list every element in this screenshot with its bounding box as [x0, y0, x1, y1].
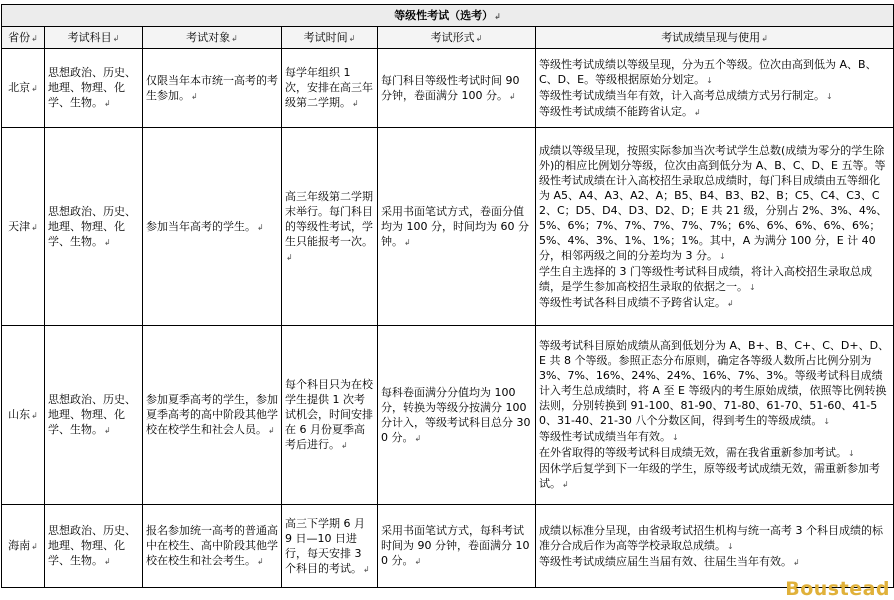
results-cell	[536, 128, 894, 326]
table-title: 等级性考试（选考）↲	[2, 5, 894, 27]
time-cell: 每个科目只为在校学生提供 1 次考试机会，时间安排在 6 月份夏季高考后进行。↲	[282, 326, 378, 505]
results-paragraph: 等级性考试成绩当年有效，计入高考总成绩方式另行制定。↓	[539, 88, 833, 102]
subjects-cell: 思想政治、历史、地理、物理、化学、生物。↲	[45, 49, 143, 128]
subjects-cell: 思想政治、历史、地理、物理、化学、生物。↲	[45, 326, 143, 505]
time-cell: 每学年组织 1 次，安排在高三年级第二学期。↲	[282, 49, 378, 128]
province-cell: 北京↲	[2, 49, 45, 128]
target-cell: 参加夏季高考的学生，参加夏季高考的高中阶段其他学校在校学生和社会人员。↲	[143, 326, 282, 505]
results-paragraph: 等级性考试成绩以等级呈现，分为五个等级。位次由高到低为 A、B、C、D、E。等级根据原始分划定。↓	[539, 57, 877, 86]
results-paragraph: 学生自主选择的 3 门等级性考试科目成绩，将计入高校招生录取总成绩，是学生参加高校招生录取的依据之一。↓	[539, 264, 872, 293]
header-results: 考试成绩呈现与使用↲	[536, 27, 894, 49]
results-cell	[536, 326, 894, 505]
form-cell: 采用书面笔试方式，卷面分值均为 100 分，时间均为 60 分钟。↲	[378, 128, 536, 326]
title-row	[2, 5, 894, 27]
results-paragraph: 因休学后复学到下一年级的学生，原等级考试成绩无效，需重新参加考试。↲	[539, 462, 880, 490]
province-cell: 海南↲	[2, 505, 45, 588]
form-cell: 每门科目等级性考试时间 90 分钟，卷面满分 100 分。↲	[378, 49, 536, 128]
header-time: 考试时间↲	[282, 27, 378, 49]
header-subjects: 考试科目↲	[45, 27, 143, 49]
results-paragraph: 成绩以等级呈现，按照实际参加当次考试学生总数(成绩为零分的学生除外)的相应比例划分等级，位次由高到低分为 A、B、C、D、E 五等。等级性考试成绩在计入高校招生录取总成绩时，每门科目成绩由五等细化为 A5、A4、A3、A2、A；B5、B4、B3、B2、B；C5、C4、C3、C2、C；D5、D4、D3、D2、D；E 共 21 级，分别占 2%、3%、4%、5%、6%；7%、7%、7%、7%、7%；6%、6%、6%、6%、6%；5%、4%、3%、1%、1%；1%。其中，A 为满分 100 分，E 计 40 分，相邻两级之间的分差均为 3 分。↓	[539, 143, 888, 262]
results-paragraph: 成绩以标准分呈现，由省级考试招生机构与统一高考 3 个科目成绩的标准分合成后作为高等学校录取总成绩。↓	[539, 523, 883, 552]
results-cell	[536, 505, 894, 588]
table-row	[2, 128, 894, 326]
time-cell: 高三下学期 6 月 9 日—10 日进行，每天安排 3 个科目的考试。↲	[282, 505, 378, 588]
results-paragraph: 等级考试科目原始成绩从高到低划分为 A、B+、B、C+、C、D+、D、E 共 8 个等级。参照正态分布原则，确定各等级人数所占比例分别为 3%、7%、16%、24%、24%、16%、7%、3%。等级考试科目成绩计入考生总成绩时，将 A 至 E 等级内的考生原始成绩，依照等比例转换法则，分别转换到 91-100、81-90、71-80、61-70、51-60、41-50、31-40、21-30 八个分数区间，得到考生的等级成绩。↓	[539, 339, 890, 427]
form-cell: 采用书面笔试方式，每科考试时间为 90 分钟，卷面满分 100 分。↲	[378, 505, 536, 588]
watermark-logo: Boustead	[785, 578, 890, 600]
table-row	[2, 505, 894, 588]
subjects-cell: 思想政治、历史、地理、物理、化学、生物。↲	[45, 505, 143, 588]
results-paragraph: 等级性考试成绩当年有效。↓	[539, 430, 679, 443]
results-paragraph: 在外省取得的等级考试科目成绩无效，需在我省重新参加考试。↓	[539, 446, 855, 459]
results-paragraph: 等级性考试成绩应届生当届有效、往届生当年有效。↲	[539, 554, 800, 568]
header-target: 考试对象↲	[143, 27, 282, 49]
target-cell: 报名参加统一高考的普通高中在校生、高中阶段其他学校在校生和社会考生。↲	[143, 505, 282, 588]
results-cell	[536, 49, 894, 128]
target-cell: 仅限当年本市统一高考的考生参加。↲	[143, 49, 282, 128]
exam-table	[1, 4, 894, 588]
target-cell: 参加当年高考的学生。↲	[143, 128, 282, 326]
table-row	[2, 49, 894, 128]
province-cell: 天津↲	[2, 128, 45, 326]
subjects-cell: 思想政治、历史、地理、物理、化学、生物。↲	[45, 128, 143, 326]
form-cell: 每科卷面满分分值均为 100 分，转换为等级分按满分 100 分计入，等级考试科目总分 300 分。↲	[378, 326, 536, 505]
header-province: 省份↲	[2, 27, 45, 49]
results-paragraph: 等级性考试成绩不能跨省认定。↲	[539, 104, 701, 118]
table-row	[2, 326, 894, 505]
header-form: 考试形式↲	[378, 27, 536, 49]
province-cell: 山东↲	[2, 326, 45, 505]
results-paragraph: 等级性考试各科目成绩不予跨省认定。↲	[539, 295, 734, 309]
time-cell: 高三年级第二学期末举行。每门科目的等级性考试，学生只能报考一次。↲	[282, 128, 378, 326]
header-row	[2, 27, 894, 49]
